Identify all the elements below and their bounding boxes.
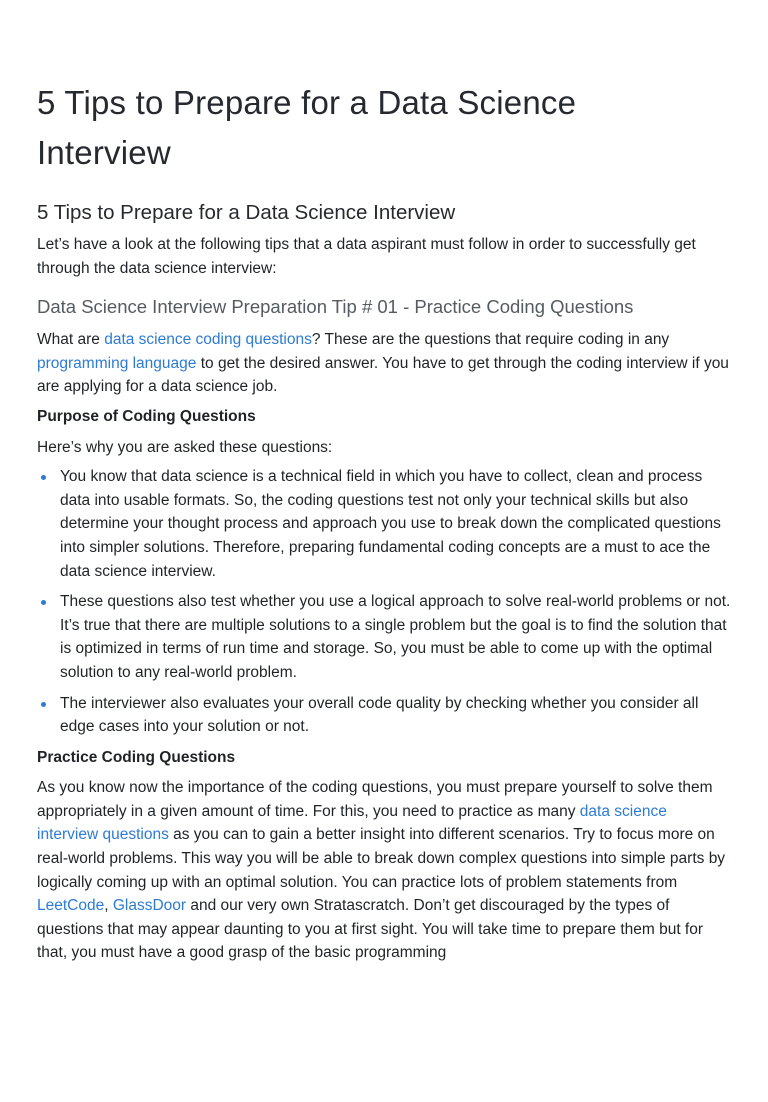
tip1-text-prefix: What are (37, 331, 105, 349)
bullet-icon (41, 600, 46, 605)
leetcode-link[interactable]: LeetCode (37, 897, 105, 915)
programming-language-link[interactable]: programming language (37, 354, 197, 372)
tip1-heading: Data Science Interview Preparation Tip # 01 - Practice Coding Questions (37, 296, 634, 318)
list-item (37, 465, 731, 583)
practice-separator: , (104, 897, 113, 915)
practice-text-1: As you know now the importance of the coding questions, you must prepare yourself to solve them appropriately in a given amount of time. For this, you need to practice as many (37, 779, 713, 820)
interview-questions-link[interactable]: data science interview questions (37, 802, 667, 844)
bullet-icon (41, 702, 46, 707)
list-item (37, 692, 731, 739)
list-item-text: These questions also test whether you use a logical approach to solve real-world problems or not. It’s true that there are multiple solutions to a single problem but the goal is to find the solution that is optimized in terms of run time and storage. So, you must be able to come up with the optimal solution to any real-world problem. (60, 593, 731, 681)
coding-questions-link[interactable]: data science coding questions (104, 331, 312, 349)
page-title: 5 Tips to Prepare for a Data Science Interview (37, 84, 577, 171)
article (0, 78, 768, 965)
list-item-text: You know that data science is a technical field in which you have to collect, clean and process data into usable formats. So, the coding questions test not only your technical skills but also determine your thought process and approach you use to break down the complicated questions into simpler solutions. Therefore, preparing fundamental coding concepts are a must to ace the data science interview. (60, 468, 721, 580)
tip1-text-mid: ? These are the questions that require coding in any (311, 331, 670, 349)
practice-paragraph (37, 776, 731, 965)
purpose-intro: Here’s why you are asked these questions: (37, 438, 333, 456)
list-item (37, 590, 731, 684)
practice-text-2: as you can to gain a better insight into different scenarios. Try to focus more on real-world problems. This way you will be able to break down complex questions into simple parts by logically coming up with an optimal solution. You can practice lots of problem statements from (37, 826, 726, 891)
purpose-heading: Purpose of Coding Questions (37, 407, 256, 425)
section-heading: 5 Tips to Prepare for a Data Science Interview (37, 201, 456, 224)
intro-paragraph: Let’s have a look at the following tips that a data aspirant must follow in order to successfully get through the data science interview: (37, 236, 696, 277)
tip1-paragraph (37, 328, 731, 399)
tip1-text-suffix: to get the desired answer. You have to get through the coding interview if you are applying for a data science job. (37, 354, 729, 396)
glassdoor-link[interactable]: GlassDoor (112, 897, 187, 915)
list-item-text: The interviewer also evaluates your overall code quality by checking whether you consider all edge cases into your solution or not. (60, 694, 699, 736)
practice-text-3: and our very own Stratascratch. Don’t get discouraged by the types of questions that may appear daunting to you at first sight. You will take time to prepare them but for that, you must have a good grasp of the basic programming (37, 897, 704, 962)
bullet-icon (41, 475, 46, 480)
purpose-list (37, 465, 731, 739)
practice-heading: Practice Coding Questions (37, 748, 236, 766)
